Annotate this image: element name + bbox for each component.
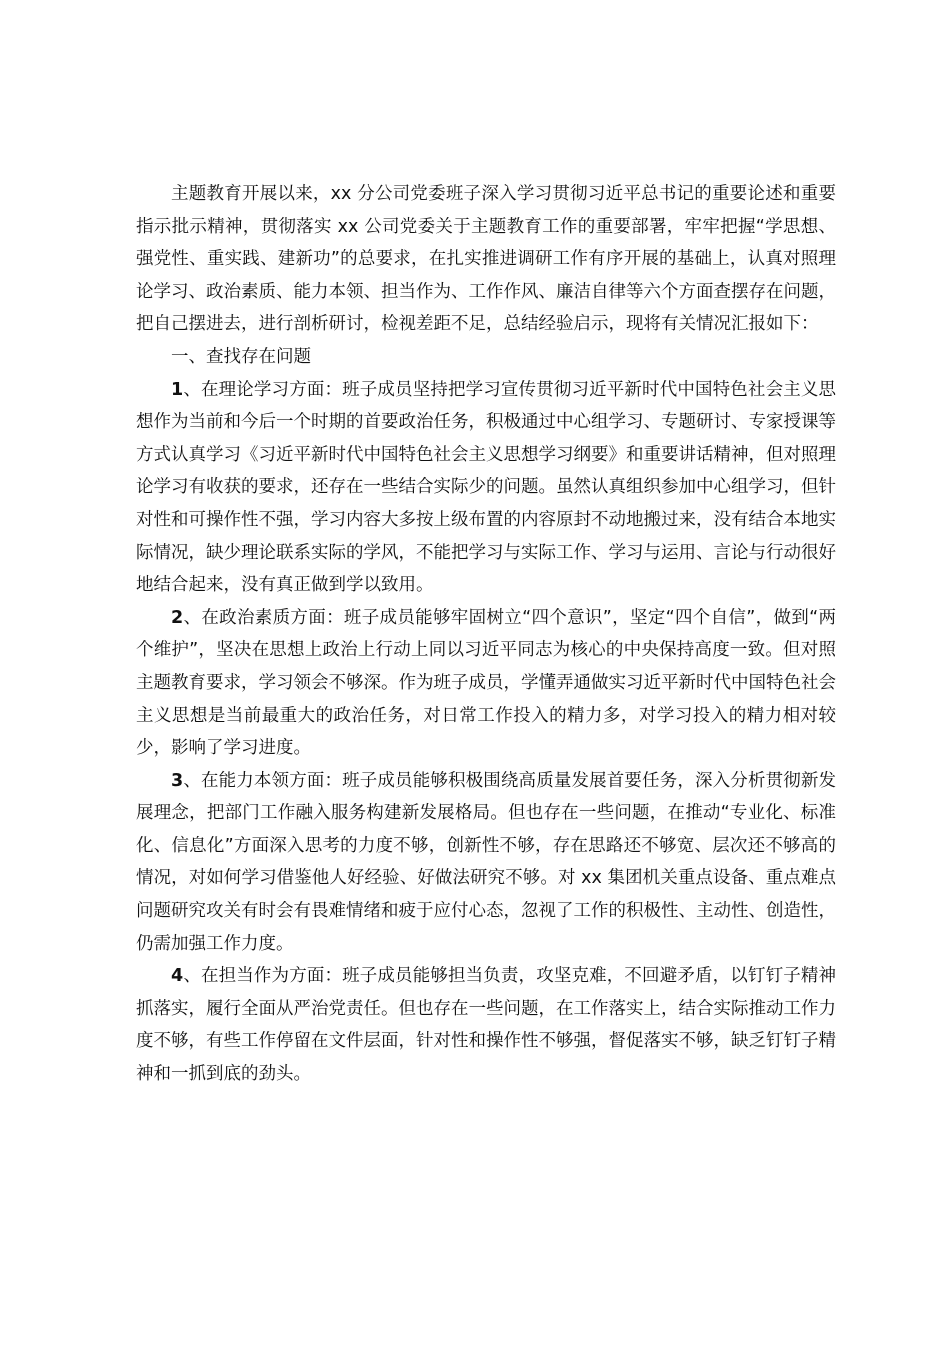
item-number: 4 (171, 966, 184, 987)
item-text: 、在担当作为方面：班子成员能够担当负责，攻坚克难，不回避矛盾，以钉钉子精神抓落实，履行全面从严治党责任。但也存在一些问题，在工作落实上，结合实际推动工作力度不够，有些工作停留在文件层面，针对性和操作性不够强，督促落实不够，缺乏钉钉子精神和一抓到底的劲头。 (136, 966, 836, 1085)
intro-paragraph: 主题教育开展以来，xx 分公司党委班子深入学习贯彻习近平总书记的重要论述和重要指示批示精神，贯彻落实 xx 公司党委关于主题教育工作的重要部署，牢牢把握“学思想、强党性、重实践、建新功”的总要求，在扎实推进调研工作有序开展的基础上，认真对照理论学习、政治素质、能力本领、担当作为、工作作风、廉洁自律等六个方面查摆存在问题，把自己摆进去，进行剖析研讨，检视差距不足，总结经验启示，现将有关情况汇报如下： (136, 184, 836, 335)
item-number: 1 (171, 379, 184, 400)
item-paragraph-4 (136, 960, 836, 1090)
item-text: 、在政治素质方面：班子成员能够牢固树立“四个意识”，坚定“四个自信”，做到“两个维护”，坚决在思想上政治上行动上同以习近平同志为核心的中央保持高度一致。但对照主题教育要求，学习领会不够深。作为班子成员，学懂弄通做实习近平新时代中国特色社会主义思想是当前最重大的政治任务，对日常工作投入的精力多，对学习投入的精力相对较少，影响了学习进度。 (136, 607, 836, 759)
item-text: 、在理论学习方面：班子成员坚持把学习宣传贯彻习近平新时代中国特色社会主义思想作为当前和今后一个时期的首要政治任务，积极通过中心组学习、专题研讨、专家授课等方式认真学习《习近平新时代中国特色社会主义思想学习纲要》和重要讲话精神，但对照理论学习有收获的要求，还存在一些结合实际少的问题。虽然认真组织参加中心组学习，但针对性和可操作性不强，学习内容大多按上级布置的内容原封不动地搬过来，没有结合本地实际情况，缺少理论联系实际的学风，不能把学习与实际工作、学习与运用、言论与行动很好地结合起来，没有真正做到学以致用。 (136, 379, 836, 596)
item-number: 2 (171, 607, 184, 628)
item-number: 3 (171, 770, 184, 791)
section-heading: 一、查找存在问题 (171, 346, 311, 367)
item-paragraph-1 (136, 374, 836, 602)
document-body (136, 178, 836, 1091)
item-paragraph-2 (136, 602, 836, 765)
item-text: 、在能力本领方面：班子成员能够积极围绕高质量发展首要任务，深入分析贯彻新发展理念，把部门工作融入服务构建新发展格局。但也存在一些问题，在推动“专业化、标准化、信息化”方面深入思考的力度不够，创新性不够，存在思路还不够宽、层次还不够高的情况，对如何学习借鉴他人好经验、好做法研究不够。对 xx 集团机关重点设备、重点难点问题研究攻关有时会有畏难情绪和疲于应付心态，忽视了工作的积极性、主动性、创造性，仍需加强工作力度。 (136, 770, 836, 954)
item-paragraph-3 (136, 765, 836, 961)
